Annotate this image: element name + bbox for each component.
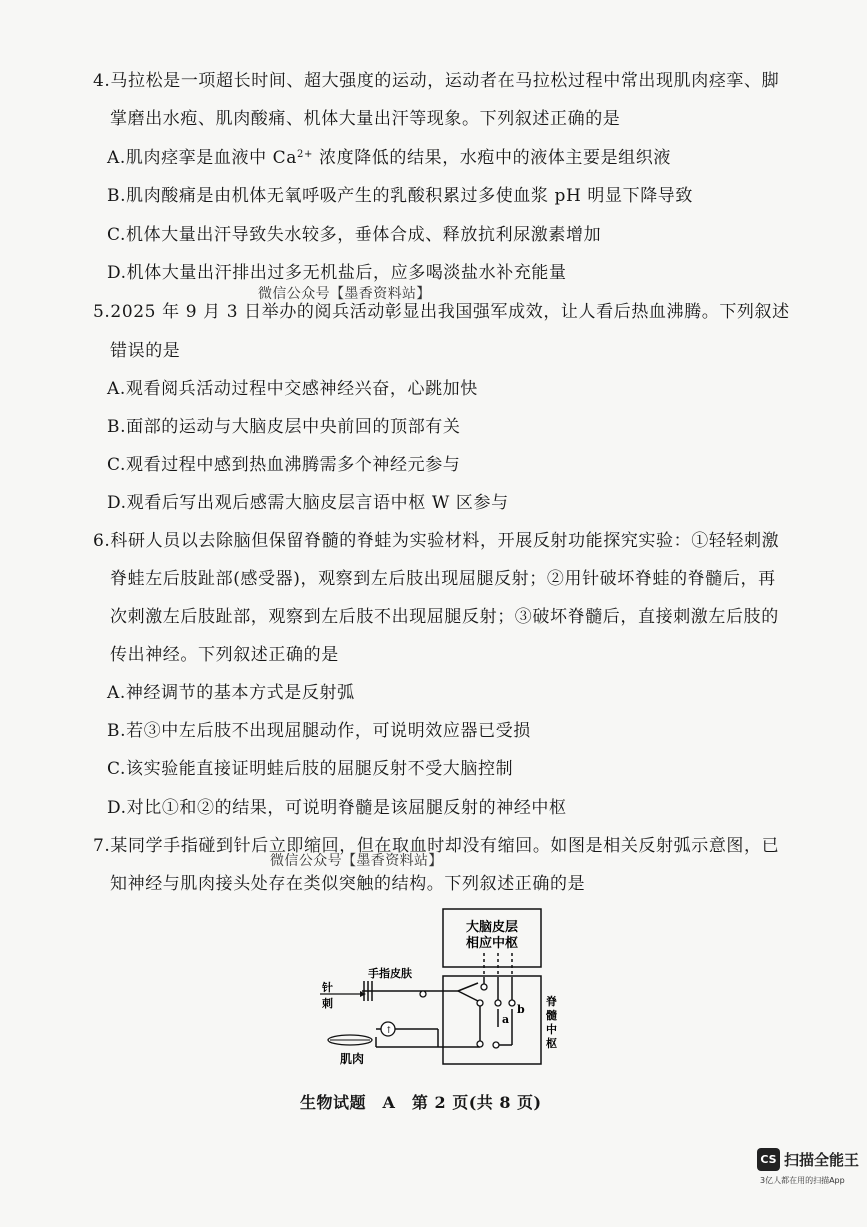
q5-option-a: A.观看阅兵活动过程中交感神经兴奋，心跳加快: [107, 379, 478, 399]
watermark-text: 微信公众号【墨香资料站】: [270, 853, 443, 869]
q4-option-a-text: A.肌肉痉挛是血液中 Ca: [107, 148, 298, 168]
q6-stem-line2: 脊蛙左后肢趾部(感受器)，观察到左后肢出现屈腿反射；②用针破坏脊蛙的脊髓后，再: [110, 569, 776, 589]
q7-stem-line1: 7.某同学手指碰到针后立即缩回，但在取血时却没有缩回。如图是相关反射弧示意图，已: [93, 836, 780, 856]
skin-label: 手指皮肤: [368, 967, 412, 980]
muscle-label: 肌肉: [340, 1052, 365, 1066]
q4-option-a-superscript: 2+: [297, 149, 313, 160]
svg-text:↑: ↑: [385, 1026, 393, 1036]
spinal-label: 脊: [546, 995, 557, 1008]
q6-option-d: D.对比①和②的结果，可说明脊髓是该屈腿反射的神经中枢: [107, 798, 567, 818]
q4-option-d: D.机体大量出汗排出过多无机盐后，应多喝淡盐水补充能量: [107, 263, 567, 283]
q5-stem-line2: 错误的是: [110, 341, 181, 361]
q5-stem-line1: 5.2025 年 9 月 3 日举办的阅兵活动彰显出我国强军成效，让人看后热血沸腾。下列叙述: [93, 302, 790, 322]
page-footer: 生物试题 A 第 2 页(共 8 页): [300, 1093, 542, 1112]
q4-stem-line1: 4.马拉松是一项超长时间、超大强度的运动，运动者在马拉松过程中常出现肌肉痉挛、脚: [93, 71, 780, 91]
spinal-label: 中: [546, 1023, 557, 1036]
q4-option-a-text-end: 浓度降低的结果，水疱中的液体主要是组织液: [312, 148, 671, 168]
point-a-label: a: [502, 1013, 510, 1026]
point-b-label: b: [517, 1003, 525, 1016]
q6-stem-line3: 次刺激左后肢趾部，观察到左后肢不出现屈腿反射；③破坏脊髓后，直接刺激左后肢的: [110, 607, 779, 627]
q6-option-c: C.该实验能直接证明蛙后肢的屈腿反射不受大脑控制: [107, 759, 514, 779]
q5-option-d: D.观看后写出观后感需大脑皮层言语中枢 W 区参与: [107, 493, 509, 513]
camscanner-logo-icon: CS: [757, 1148, 780, 1171]
camscanner-name: 扫描全能王: [784, 1151, 860, 1169]
q4-option-b: B.肌肉酸痛是由机体无氧呼吸产生的乳酸积累过多使血浆 pH 明显下降导致: [107, 186, 694, 206]
q4-stem-line2: 掌磨出水疱、肌肉酸痛、机体大量出汗等现象。下列叙述正确的是: [110, 109, 621, 129]
spinal-cord-box: [443, 976, 541, 1064]
q4-option-c: C.机体大量出汗导致失水较多，垂体合成、释放抗利尿激素增加: [107, 225, 602, 245]
watermark-text: 微信公众号【墨香资料站】: [258, 286, 431, 302]
cortex-label-line2: 相应中枢: [465, 936, 519, 951]
q5-option-b: B.面部的运动与大脑皮层中央前回的顶部有关: [107, 417, 461, 437]
q7-stem-line2: 知神经与肌肉接头处存在类似突触的结构。下列叙述正确的是: [110, 874, 586, 894]
spinal-label: 枢: [546, 1037, 557, 1050]
q4-option-a: [107, 147, 671, 169]
needle-label: 刺: [322, 997, 333, 1010]
q6-option-b: B.若③中左后肢不出现屈腿动作，可说明效应器已受损: [107, 721, 531, 741]
q6-stem-line4: 传出神经。下列叙述正确的是: [110, 645, 339, 665]
spinal-label: 髓: [546, 1009, 557, 1022]
q6-stem-line1: 6.科研人员以去除脑但保留脊髓的脊蛙为实验材料，开展反射功能探究实验：①轻轻刺激: [93, 531, 780, 551]
q6-option-a: A.神经调节的基本方式是反射弧: [107, 683, 355, 703]
cortex-label-line1: 大脑皮层: [465, 920, 519, 935]
reflex-arc-diagram: [310, 905, 570, 1070]
q5-option-c: C.观看过程中感到热血沸腾需多个神经元参与: [107, 455, 461, 475]
camscanner-tagline: 3亿人都在用的扫描App: [760, 1176, 845, 1185]
needle-label: 针: [322, 981, 333, 994]
